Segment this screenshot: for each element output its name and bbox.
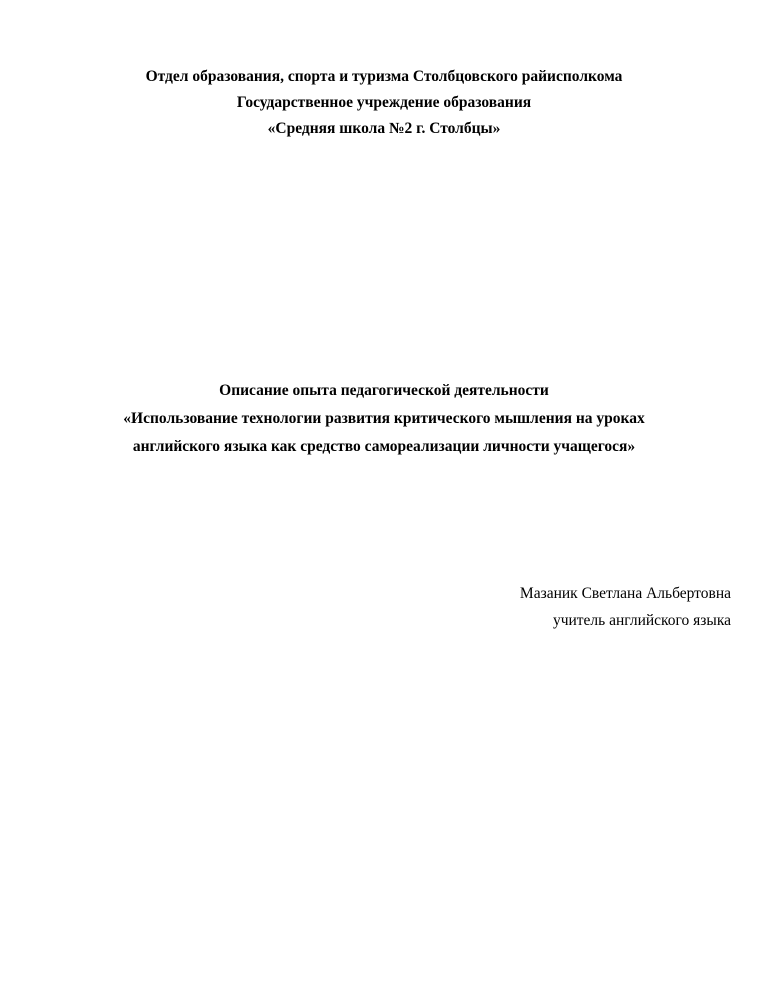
title-line-3: английского языка как средство самореализации личности учащегося»	[132, 438, 636, 455]
school-name: «Средняя школа №2 г. Столбцы»	[267, 120, 501, 137]
department-name: Отдел образования, спорта и туризма Столбцовского райисполкома	[145, 68, 623, 85]
document-title	[0, 377, 768, 461]
institution-header	[0, 64, 768, 142]
title-line-2: «Использование технологии развития критического мышления на уроках	[123, 410, 645, 427]
author-position: учитель английского языка	[552, 612, 731, 629]
title-line-1: Описание опыта педагогической деятельности	[219, 382, 549, 399]
author-info	[520, 580, 731, 634]
author-name: Мазаник Светлана Альбертовна	[519, 585, 731, 602]
institution-type: Государственное учреждение образования	[236, 94, 532, 111]
